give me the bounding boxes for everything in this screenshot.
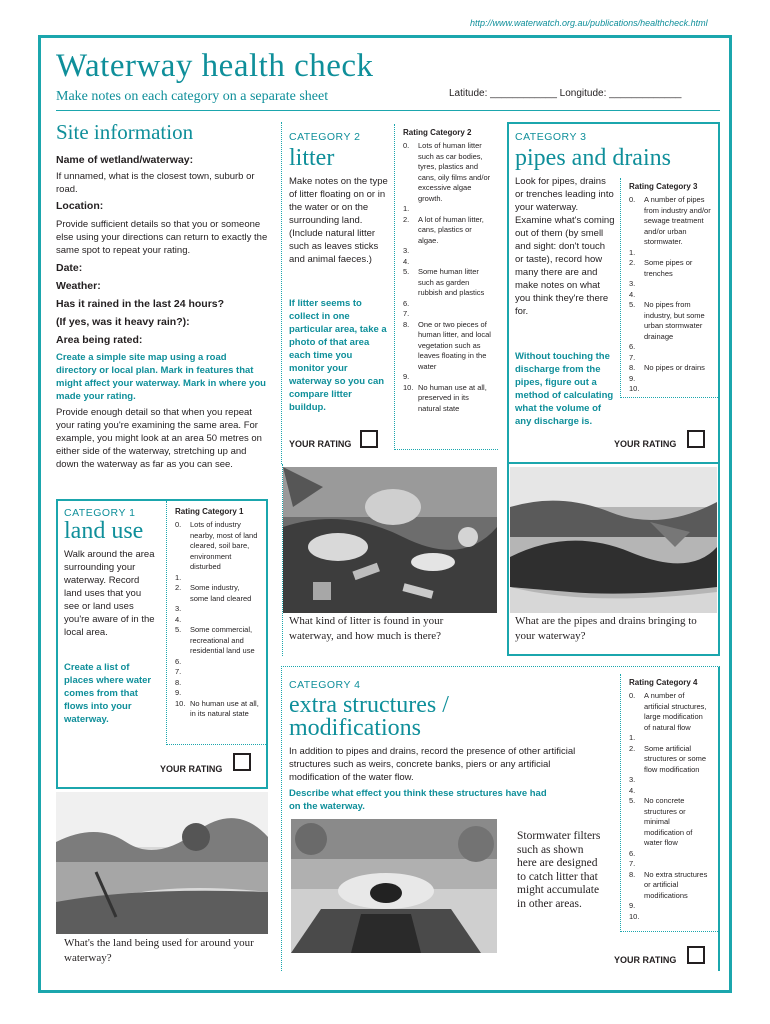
rating-text: No extra structures or artificial modifications — [644, 869, 708, 900]
category-3-body: Look for pipes, drains or trenches leading into your waterway. Examine what's coming out of them (by smell and sight: don't touch or taste), record how many there are and make notes on what you think they're there for. — [515, 176, 615, 317]
rating-number: 2. — [175, 583, 182, 592]
rating-item — [629, 384, 711, 395]
rating-item — [403, 372, 493, 383]
rating-item — [403, 299, 493, 310]
rating-text: One or two pieces of human litter, and local vegetation such as leaves floating in the water — [418, 319, 491, 371]
rating-text: No pipes or drains — [644, 363, 705, 372]
category-1-rating-box[interactable] — [233, 753, 251, 771]
category-4-rating-box[interactable] — [687, 946, 705, 964]
rating-item — [629, 363, 711, 374]
rating-item — [629, 300, 711, 342]
rating-item — [629, 859, 711, 870]
location-help: Provide sufficient details so that you or someone else using your directions can return to exactly the same spot to repeat your rating. — [56, 219, 268, 256]
rating-text: A lot of human litter, cans, plastics or algae. — [418, 214, 484, 245]
category-1-rating-panel — [166, 501, 266, 745]
rating-item — [629, 870, 711, 902]
category-4-tip: Describe what effect you think these structures have had on the waterway. — [289, 788, 547, 812]
rating-item — [175, 583, 259, 604]
rating-item — [629, 353, 711, 364]
page-subtitle: Make notes on each category on a separate sheet — [56, 89, 329, 104]
rating-item — [403, 204, 493, 215]
rating-number: 10. — [175, 698, 186, 708]
waterway-name-label: Name of wetland/waterway: — [56, 154, 194, 166]
rating-item — [175, 615, 259, 626]
rating-item — [629, 195, 711, 248]
category-1-caption: What's the land being used for around your waterway? — [64, 937, 254, 964]
category-3-rating-title: Rating Category 3 — [629, 182, 698, 191]
rating-item — [629, 796, 711, 849]
rating-text: No human use at all, in its natural state — [190, 698, 259, 718]
category-4-rating-list — [621, 687, 711, 922]
category-1-body: Walk around the area surrounding your waterway. Record land uses that you see or land uses you're aware of in the local area. — [64, 549, 155, 638]
rating-text: No human use at all, preserved in its natural state — [418, 382, 487, 413]
rating-item — [403, 141, 493, 204]
rating-number: 1. — [175, 572, 182, 582]
litter-photo — [283, 467, 497, 613]
rating-item — [629, 342, 711, 353]
category-1-rating-list — [167, 516, 259, 720]
category-2-rating-list — [395, 137, 493, 414]
category-3-tip: Without touching the discharge from the pipes, figure out a method of calculating what the volume of any discharge is. — [515, 351, 614, 427]
category-1-label: CATEGORY 1 — [64, 507, 136, 519]
rating-text: A number of artificial structures, large modification of natural flow — [644, 691, 707, 732]
rating-item — [629, 912, 711, 923]
rating-text: A number of pipes from industry and/or sewage treatment and/or urban stormwater. — [644, 195, 711, 246]
rating-item — [403, 246, 493, 257]
rating-item — [175, 667, 259, 678]
waterway-name-help: If unnamed, what is the closest town, suburb or road. — [56, 171, 255, 195]
category-2-title: litter — [289, 145, 335, 171]
rating-item — [175, 657, 259, 668]
rating-number: 1. — [629, 733, 636, 742]
category-3-rating-box[interactable] — [687, 430, 705, 448]
rating-item — [175, 625, 259, 657]
rating-text: No concrete structures or minimal modification of water flow — [644, 796, 693, 847]
rating-text: Some artificial structures or some flow modification — [644, 743, 707, 774]
category-4-label: CATEGORY 4 — [289, 679, 361, 691]
rating-number: 10. — [629, 911, 640, 921]
rating-number: 5. — [403, 267, 410, 276]
rating-item — [175, 520, 259, 573]
rating-number: 3. — [629, 279, 636, 288]
category-1-your-rating-label: YOUR RATING — [160, 764, 223, 774]
rating-number: 6. — [629, 848, 636, 858]
rating-item — [629, 849, 711, 860]
rating-number: 5. — [629, 300, 636, 309]
rating-number: 8. — [175, 677, 182, 687]
rating-number: 0. — [629, 195, 636, 204]
rating-number: 10. — [629, 384, 640, 393]
rating-number: 8. — [403, 319, 410, 329]
rating-number: 3. — [629, 775, 636, 784]
rating-item — [629, 775, 711, 786]
rating-item — [175, 688, 259, 699]
category-2-tip: If litter seems to collect in one particular area, take a photo of that area each time you monitor your waterway so you can compare litter buildup. — [289, 298, 387, 413]
weather-label: Weather: — [56, 280, 101, 292]
rating-number: 0. — [629, 691, 636, 700]
rating-text: Lots of human litter such as car bodies, tyres, plastics and cans, oily films and/or excessive algae growth. — [418, 141, 491, 203]
rating-number: 0. — [175, 520, 182, 529]
rating-item — [403, 320, 493, 373]
rating-number: 4. — [629, 289, 636, 299]
rating-item — [629, 786, 711, 797]
category-2-caption: What kind of litter is found in your waterway, and how much is there? — [289, 615, 444, 642]
rating-number: 4. — [403, 256, 410, 266]
category-4-rating-title: Rating Category 4 — [629, 678, 698, 687]
rating-number: 8. — [629, 363, 636, 372]
rating-item — [629, 248, 711, 259]
category-4-rating-panel — [620, 674, 718, 932]
rating-number: 2. — [403, 214, 410, 224]
category-3-title: pipes and drains — [515, 145, 671, 171]
rating-number: 6. — [175, 656, 182, 666]
rating-number: 9. — [403, 372, 410, 381]
category-2-body: Make notes on the type of litter floating on or in the water or on the surrounding land. (Include natural litter such as leaves sticks and animal faeces.) — [289, 176, 388, 265]
rating-number: 9. — [175, 688, 182, 697]
rating-number: 7. — [629, 859, 636, 868]
date-label: Date: — [56, 262, 83, 274]
source-url[interactable]: http://www.waterwatch.org.au/publications/healthcheck.html — [470, 18, 708, 28]
rating-item — [403, 215, 493, 247]
category-3-rating-panel — [620, 178, 718, 398]
rating-number: 8. — [629, 869, 636, 879]
rating-text: Some industry, some land cleared — [190, 583, 252, 603]
rating-number: 9. — [629, 373, 636, 383]
rating-item — [403, 309, 493, 320]
rating-number: 6. — [629, 342, 636, 351]
category-2-your-rating-label: YOUR RATING — [289, 439, 352, 449]
rating-item — [629, 374, 711, 385]
category-1-title: land use — [64, 518, 144, 544]
category-4-photo-note: Stormwater filters such as shown here are designed to catch litter that might accumulate in other areas. — [517, 830, 601, 910]
lat-lon-field[interactable]: Latitude: ____________ Longitude: _____________ — [449, 88, 682, 99]
rating-number: 1. — [403, 204, 410, 213]
category-2-rating-title: Rating Category 2 — [403, 128, 472, 137]
rating-number: 5. — [629, 796, 636, 805]
page-title: Waterway health check — [56, 48, 374, 84]
land-use-photo — [56, 792, 268, 934]
rating-text: Lots of industry nearby, most of land cleared, soil bare, environment disturbed — [190, 520, 258, 571]
rating-item — [175, 699, 259, 720]
site-info-title: Site information — [56, 120, 194, 144]
rating-number: 10. — [403, 382, 414, 392]
site-map-tip: Create a simple site map using a road directory or local plan. Mark in features that might affect your waterway. Mark in where you made your rating. — [56, 352, 266, 402]
area-help: Provide enough detail so that when you repeat your rating you're examining the same area. For example, you might look at an area 50 metres on either side of the waterway, stretching up and down the waterway as far as you can see. — [56, 407, 262, 470]
location-label: Location: — [56, 200, 104, 212]
category-4-title-line-1: extra structures / — [289, 692, 449, 718]
rating-text: Some pipes or trenches — [644, 258, 693, 278]
rating-number: 7. — [629, 352, 636, 362]
rating-item — [403, 383, 493, 415]
rating-number: 7. — [175, 667, 182, 676]
rating-item — [629, 733, 711, 744]
rating-text: Some commercial, recreational and residential land use — [190, 625, 255, 655]
category-4-your-rating-label: YOUR RATING — [614, 955, 677, 965]
category-1-tip: Create a list of places where water comes from that flows into your waterway. — [64, 662, 152, 725]
category-4-body: In addition to pipes and drains, record the presence of other artificial structures such as weirs, concrete banks, piers or any artificial modification of the water flow. — [289, 746, 576, 783]
rating-item — [175, 573, 259, 584]
category-3-caption: What are the pipes and drains bringing to your waterway? — [515, 615, 697, 642]
category-3-your-rating-label: YOUR RATING — [614, 439, 677, 449]
pipes-drains-photo — [510, 467, 717, 613]
rating-number: 2. — [629, 258, 636, 267]
rating-item — [629, 258, 711, 279]
category-4-title-line-2: modifications — [289, 715, 421, 741]
rating-number: 6. — [403, 298, 410, 308]
category-2-rating-panel — [394, 124, 498, 450]
rating-item — [629, 279, 711, 290]
rating-item — [629, 901, 711, 912]
category-2-label: CATEGORY 2 — [289, 131, 361, 143]
rating-number: 9. — [629, 901, 636, 910]
rating-number: 3. — [403, 246, 410, 255]
rating-text: Some human litter such as garden rubbish and plastics — [418, 267, 485, 297]
rating-number: 4. — [175, 614, 182, 624]
rating-number: 2. — [629, 743, 636, 753]
rating-item — [175, 604, 259, 615]
rating-number: 4. — [629, 785, 636, 795]
rating-number: 0. — [403, 141, 410, 150]
category-3-label: CATEGORY 3 — [515, 131, 587, 143]
category-3-rating-list — [621, 191, 711, 395]
rating-item — [629, 290, 711, 301]
header-rule — [56, 110, 720, 111]
rating-number: 7. — [403, 309, 410, 318]
category-1-rating-title: Rating Category 1 — [175, 507, 244, 516]
rating-item — [403, 257, 493, 268]
category-2-rating-box[interactable] — [360, 430, 378, 448]
rating-number: 3. — [175, 604, 182, 613]
heavy-rain-label: (If yes, was it heavy rain?): — [56, 316, 190, 328]
rating-number: 5. — [175, 625, 182, 634]
rating-item — [629, 691, 711, 733]
rating-number: 1. — [629, 247, 636, 257]
category-2-divider — [282, 464, 283, 656]
stormwater-filter-photo — [291, 819, 497, 953]
rain-label: Has it rained in the last 24 hours? — [56, 298, 225, 310]
area-rated-label: Area being rated: — [56, 334, 143, 346]
rating-item — [175, 678, 259, 689]
rating-item — [629, 744, 711, 776]
rating-text: No pipes from industry, but some urban stormwater drainage — [644, 300, 705, 341]
rating-item — [403, 267, 493, 299]
